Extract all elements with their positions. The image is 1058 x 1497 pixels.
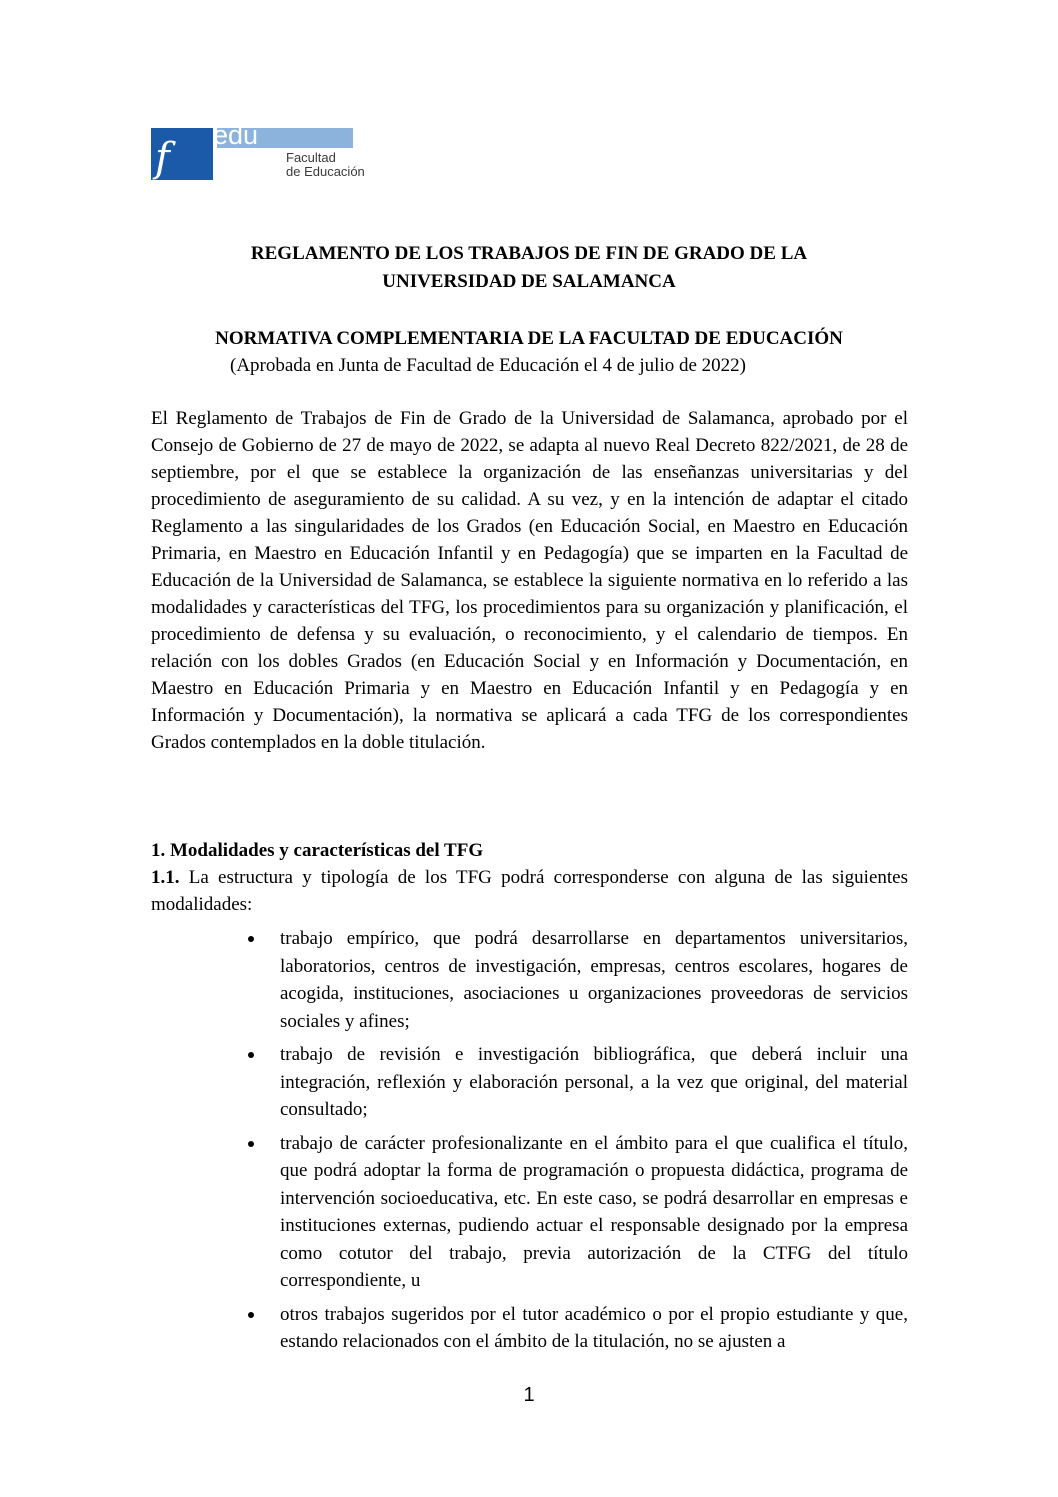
list-item-text: otros trabajos sugeridos por el tutor académico o por el propio estudiante y que, estando relacionados con el ámbito de la titulación, no se ajusten a — [280, 1303, 908, 1352]
list-item-text: trabajo de carácter profesionalizante en el ámbito para el que cualifica el título, que podrá adoptar la forma de programación o propuesta didáctica, programa de intervención socioeducativa, etc. En este caso, se podrá desarrollar en empresas e instituciones externas, pudiendo actuar el responsable designado por la empresa como cotutor del trabajo, previa autorización de la CTFG del título correspondiente, u — [280, 1132, 908, 1291]
document-title-line1: REGLAMENTO DE LOS TRABAJOS DE FIN DE GRADO DE LA — [250, 243, 808, 264]
logo-caption — [286, 151, 365, 179]
paragraph-1-1-number: 1.1. — [151, 867, 180, 888]
bullet-icon — [248, 1141, 254, 1147]
document-title-line2: UNIVERSIDAD DE SALAMANCA — [382, 271, 676, 292]
bullet-icon — [248, 1052, 254, 1058]
logo-brand: edu — [213, 120, 259, 150]
logo-block — [151, 128, 213, 180]
section-1-heading: 1. Modalidades y características del TFG — [151, 840, 484, 861]
logo-caption-line1: Facultad — [286, 150, 336, 165]
document-title — [0, 240, 1058, 296]
list-item-text: trabajo de revisión e investigación bibliográfica, que deberá incluir una integración, reflexión y elaboración personal, a la vez que original, del material consultado; — [280, 1044, 908, 1120]
paragraph-1-1 — [151, 864, 908, 918]
list-item — [245, 925, 908, 1035]
list-item — [245, 1301, 908, 1356]
list-item — [245, 1041, 908, 1124]
document-subtitle: NORMATIVA COMPLEMENTARIA DE LA FACULTAD DE EDUCACIÓN — [215, 328, 843, 349]
bullet-icon — [248, 936, 254, 942]
modalities-list — [245, 925, 908, 1362]
paragraph-1-1-text: La estructura y tipología de los TFG podrá corresponderse con alguna de las siguientes modalidades: — [151, 867, 908, 915]
faculty-logo — [151, 120, 391, 181]
logo-f-glyph: f — [155, 135, 170, 181]
logo-caption-line2: de Educación — [286, 164, 365, 179]
intro-paragraph: El Reglamento de Trabajos de Fin de Grado de la Universidad de Salamanca, aprobado por el Consejo de Gobierno de 27 de mayo de 2022, se adapta al nuevo Real Decreto 822/2021, de 28 de septiembre, por el que se establece la organización de las enseñanzas universitarias y del procedimiento de aseguramiento de su calidad. A su vez, y en la intención de adaptar el citado Reglamento a las singularidades de los Grados (en Educación Social, en Maestro en Educación Primaria, en Maestro en Educación Infantil y en Pedagogía) que se imparten en la Facultad de Educación de la Universidad de Salamanca, se establece la siguiente normativa en lo referido a las modalidades y características del TFG, los procedimientos para su organización y planificación, el procedimiento de defensa y su evaluación, o reconocimiento, y el calendario de tiempos. En relación con los dobles Grados (en Educación Social y en Información y Documentación, en Maestro en Educación Primaria y en Maestro en Educación Infantil y en Pedagogía y en Información y Documentación), la normativa se aplicará a cada TFG de los correspondientes Grados contemplados en la doble titulación. — [151, 408, 908, 753]
bullet-icon — [248, 1312, 254, 1318]
list-item — [245, 1130, 908, 1295]
page-number: 1 — [523, 1384, 535, 1406]
approval-note: (Aprobada en Junta de Facultad de Educación el 4 de julio de 2022) — [230, 355, 746, 376]
list-item-text: trabajo empírico, que podrá desarrollarse en departamentos universitarios, laboratorios, centros de investigación, empresas, centros escolares, hogares de acogida, instituciones, asociaciones u organizaciones proveedoras de servicios sociales y afines; — [280, 928, 908, 1032]
